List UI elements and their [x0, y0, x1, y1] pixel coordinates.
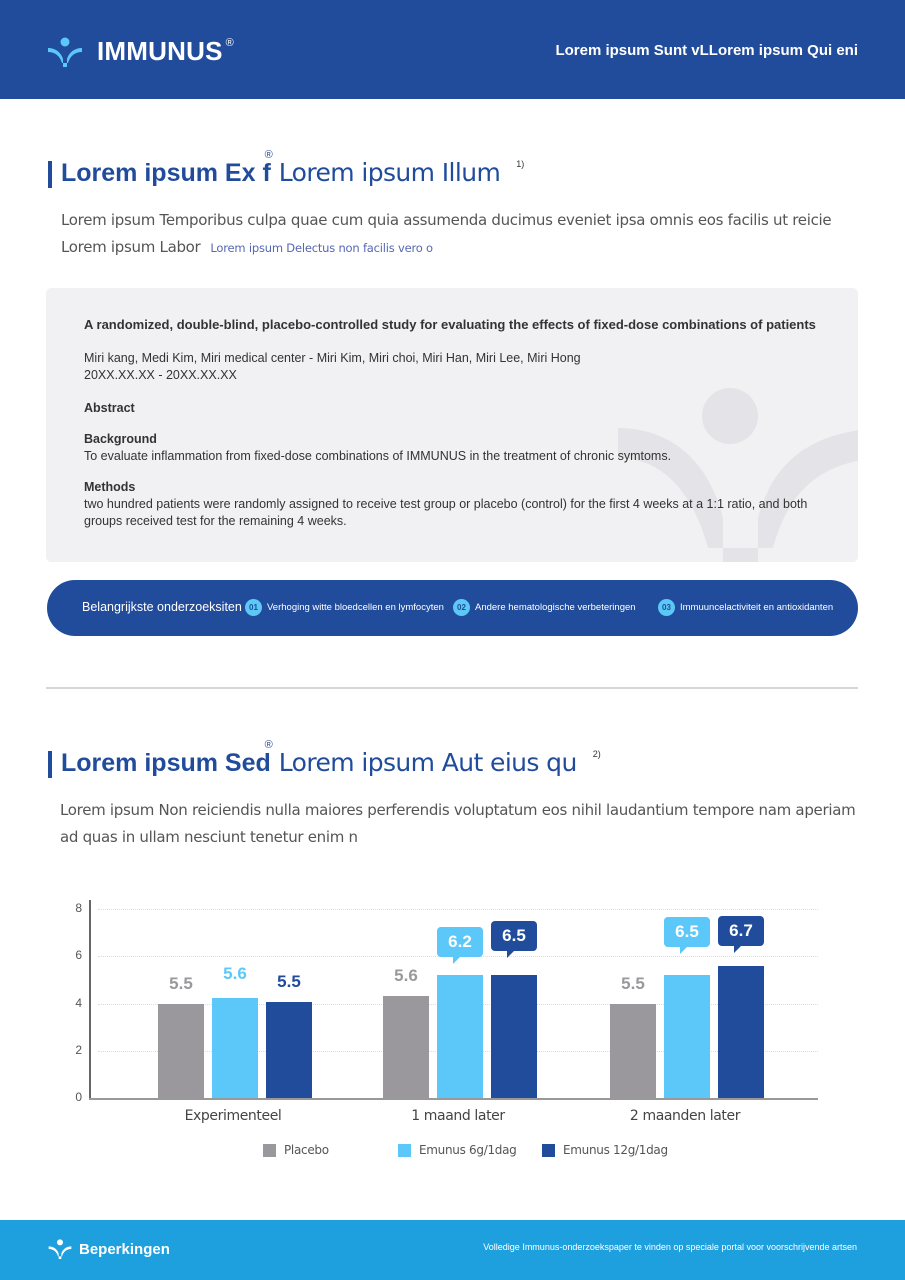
highlight-item	[453, 599, 636, 616]
methods-heading: Methods	[84, 480, 136, 494]
brand-name: IMMUNUS	[97, 36, 223, 66]
bar-emunus-12g-1dag	[718, 966, 764, 1098]
bar-value-label: 6.5	[491, 921, 537, 951]
bar-value-label: 6.2	[437, 927, 483, 957]
title-accent-bar	[48, 751, 52, 778]
person-logo-icon	[47, 37, 83, 67]
abstract-content	[84, 316, 824, 530]
section1-title-light: Lorem ipsum Illum	[278, 158, 501, 187]
header-banner	[0, 0, 905, 99]
legend-swatch-icon	[542, 1144, 555, 1157]
registered-mark: ®	[264, 149, 273, 161]
highlight-label: Immuuncelactiviteit en antioxidanten	[680, 602, 834, 613]
study-dates: 20XX.XX.XX - 20XX.XX.XX	[84, 368, 237, 382]
background-text: To evaluate inflammation from fixed-dose combinations of IMMUNUS in the treatment of chronic symtoms.	[84, 449, 672, 463]
highlights-title: Belangrijkste onderzoeksiten	[82, 600, 242, 614]
paragraph-line: ad quas in ullam nesciunt tenetur enim n	[60, 828, 358, 846]
section-divider	[46, 687, 858, 689]
study-title: A randomized, double-blind, placebo-controlled study for evaluating the effects of fixed-dose combinations of patients	[84, 317, 816, 332]
registered-mark: ®	[264, 739, 273, 751]
x-category-label: Experimenteel	[184, 1108, 282, 1124]
y-axis	[89, 900, 91, 1099]
footer-banner	[0, 1220, 905, 1280]
y-tick-label: 0	[75, 1090, 82, 1104]
legend-swatch-icon	[398, 1144, 411, 1157]
legend-swatch-icon	[263, 1144, 276, 1157]
footnote-ref: 1)	[516, 159, 525, 169]
x-axis	[89, 1098, 818, 1100]
legend-item[interactable]	[263, 1143, 329, 1157]
legend-label: Emunus 12g/1dag	[563, 1143, 668, 1157]
reference-link[interactable]: Lorem ipsum Delectus non facilis vero o	[210, 241, 433, 255]
highlight-label: Verhoging witte bloedcellen en lymfocyten	[267, 602, 444, 613]
abstract-heading: Abstract	[84, 401, 135, 415]
section2-title	[48, 739, 601, 778]
bar-value-label: 6.5	[664, 917, 710, 947]
paragraph-line	[61, 234, 861, 262]
y-tick-label: 2	[75, 1042, 82, 1057]
background-heading: Background	[84, 432, 157, 446]
x-category-label: 1 maand later	[411, 1108, 505, 1124]
methods-text: two hundred patients were randomly assigned to receive test group or placebo (control) for the first 4 weeks at a 1:1 ratio, and both groups received test for the remaining 4 weeks.	[84, 497, 808, 528]
bar-value-label: 5.5	[621, 973, 645, 993]
footer-logo	[48, 1239, 170, 1259]
highlight-number-badge: 01	[245, 599, 262, 616]
bar-placebo	[610, 1004, 656, 1099]
highlight-number-badge: 03	[658, 599, 675, 616]
abstract-card	[46, 288, 858, 562]
highlight-number-badge: 02	[453, 599, 470, 616]
gridline	[98, 909, 818, 910]
registered-mark: ®	[225, 36, 234, 49]
footnote-ref: 2)	[592, 749, 601, 759]
y-tick-label: 6	[75, 948, 82, 963]
highlight-item	[245, 599, 444, 616]
bar-placebo	[158, 1004, 204, 1099]
bar-emunus-12g-1dag	[266, 1002, 312, 1098]
footer-note[interactable]: Volledige Immunus-onderzoekspaper te vinden op speciale portal voor voorschrijvende artsen	[483, 1242, 857, 1252]
bar-value-label: 6.7	[718, 916, 764, 946]
title-accent-bar	[48, 161, 52, 188]
header-tagline: Lorem ipsum Sunt vLLorem ipsum Qui eni	[555, 42, 858, 59]
bar-emunus-6g-1dag	[212, 998, 258, 1098]
section1-title	[48, 149, 525, 188]
section2-paragraph	[60, 797, 860, 851]
highlight-item	[658, 599, 833, 616]
bar-chart	[60, 895, 850, 1165]
y-tick-label: 8	[75, 901, 82, 915]
person-logo-icon	[48, 1239, 72, 1259]
paragraph-line: Lorem ipsum Temporibus culpa quae cum quia assumenda ducimus eveniet ipsa omnis eos facilis ut reicie	[61, 211, 832, 229]
y-tick-label: 4	[75, 995, 82, 1010]
section1-title-bold: Lorem ipsum Ex f ®	[61, 149, 273, 187]
section1-paragraph	[61, 207, 861, 262]
bar-emunus-6g-1dag	[664, 975, 710, 1098]
bar-value-label: 5.6	[394, 966, 418, 986]
legend-label: Placebo	[284, 1143, 329, 1157]
footer-title: Beperkingen	[79, 1240, 170, 1258]
brand-logo[interactable]	[47, 36, 234, 67]
legend-item[interactable]	[542, 1143, 668, 1157]
section2-title-bold: Lorem ipsum Sed ®	[61, 739, 273, 777]
bar-value-label: 5.5	[169, 973, 193, 993]
bar-emunus-6g-1dag	[437, 975, 483, 1098]
bar-emunus-12g-1dag	[491, 975, 537, 1098]
paragraph-text: Lorem ipsum Labor	[61, 238, 201, 256]
bar-value-label: 5.5	[277, 972, 301, 992]
legend-label: Emunus 6g/1dag	[419, 1143, 517, 1157]
x-category-label: 2 maanden later	[629, 1108, 741, 1124]
bar-placebo	[383, 996, 429, 1098]
study-authors: Miri kang, Medi Kim, Miri medical center - Miri Kim, Miri choi, Miri Han, Miri Lee, Miri Hong	[84, 351, 581, 365]
highlight-label: Andere hematologische verbeteringen	[475, 602, 636, 613]
bar-value-label: 5.6	[223, 963, 247, 983]
paragraph-line: Lorem ipsum Non reiciendis nulla maiores perferendis voluptatum eos nihil laudantium tempore nam aperiam	[60, 801, 856, 819]
legend-item[interactable]	[398, 1143, 516, 1157]
section2-title-light: Lorem ipsum Aut eius qu	[278, 748, 577, 777]
highlights-bar	[47, 580, 858, 636]
